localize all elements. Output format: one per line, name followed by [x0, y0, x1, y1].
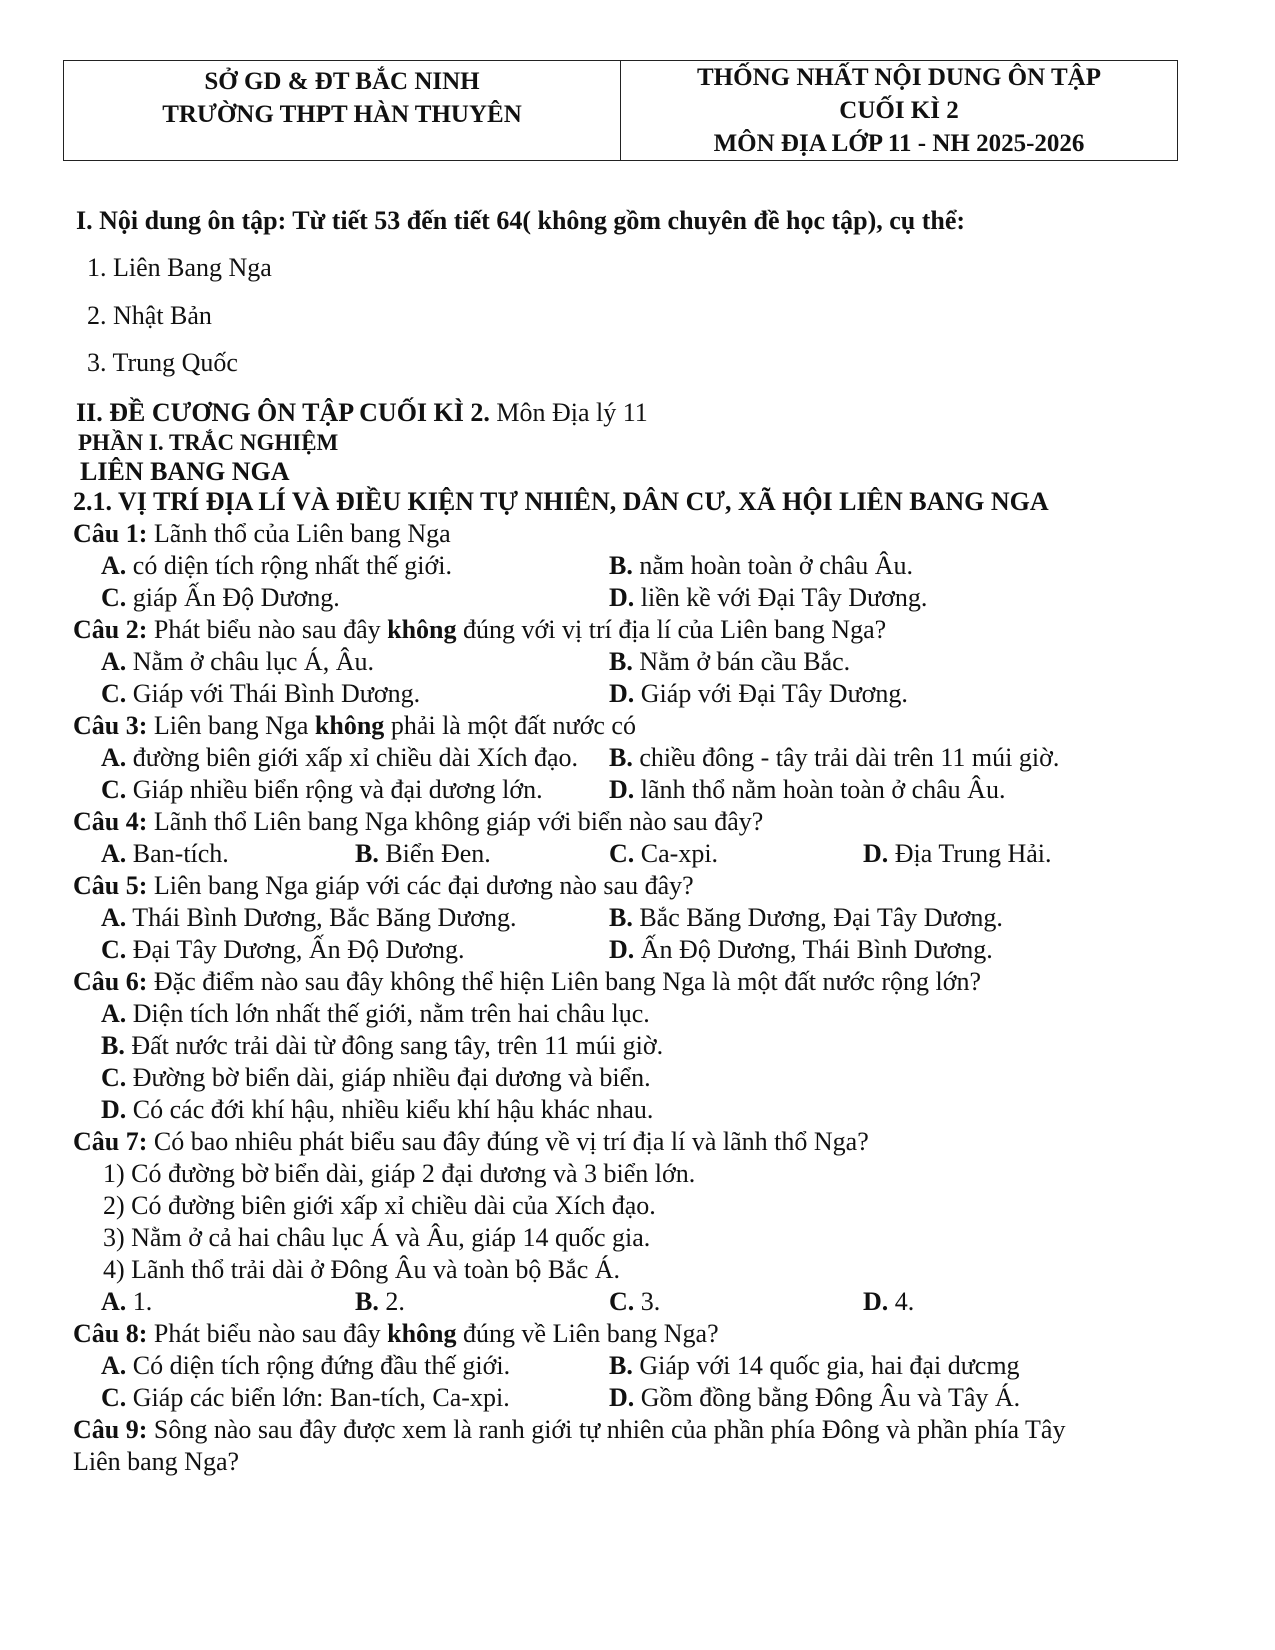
option-text: 2.	[378, 1287, 405, 1316]
school-name: TRƯỜNG THPT HÀN THUYÊN	[162, 101, 522, 128]
option-text: chiều đông - tây trải dài trên 11 múi giờ.	[632, 743, 1060, 772]
option-c	[101, 774, 543, 806]
option-c	[101, 1382, 510, 1414]
option-text: Diện tích lớn nhất thế giới, nằm trên hai châu lục.	[126, 999, 650, 1028]
option-key: A.	[101, 903, 127, 932]
option-d	[609, 934, 993, 966]
option-key: C.	[609, 1287, 635, 1316]
question-text: Có bao nhiêu phát biểu sau đây đúng về vị trí địa lí và lãnh thổ Nga?	[147, 1127, 869, 1156]
option-text: 1.	[126, 1287, 153, 1316]
option-key: B.	[355, 1287, 379, 1316]
statement: 4) Lãnh thổ trải dài ở Đông Âu và toàn bộ Bắc Á.	[103, 1255, 621, 1284]
option-text: 4.	[888, 1287, 915, 1316]
option-key: D.	[609, 1383, 635, 1412]
option-text: Đại Tây Dương, Ấn Độ Dương.	[126, 935, 465, 964]
option-key: B.	[609, 551, 633, 580]
list-item: 2. Nhật Bản	[87, 301, 212, 330]
option-key: D.	[609, 583, 635, 612]
country-heading: LIÊN BANG NGA	[80, 457, 290, 486]
option-text: Bắc Băng Dương, Đại Tây Dương.	[632, 903, 1003, 932]
doc-title-line-1: THỐNG NHẤT NỘI DUNG ÔN TẬP	[697, 64, 1101, 91]
section2-title-rest: Môn Địa lý 11	[489, 398, 648, 427]
option-text: Có diện tích rộng đứng đầu thế giới.	[126, 1351, 511, 1380]
option-key: A.	[101, 1287, 127, 1316]
question-emphasis: không	[314, 711, 385, 740]
option-text: Giáp với Thái Bình Dương.	[126, 679, 421, 708]
section2-title-bold: II. ĐỀ CƯƠNG ÔN TẬP CUỐI KÌ 2.	[76, 398, 490, 427]
option-text: lãnh thổ nằm hoàn toàn ở châu Âu.	[634, 775, 1006, 804]
option-text: Giáp nhiều biển rộng và đại dương lớn.	[126, 775, 543, 804]
header-right-cell	[621, 61, 1177, 160]
option-text: Có các đới khí hậu, nhiều kiểu khí hậu khác nhau.	[126, 1095, 654, 1124]
question-text: Lãnh thổ của Liên bang Nga	[147, 519, 451, 548]
question-4	[73, 806, 763, 838]
question-label: Câu 5:	[73, 871, 148, 900]
option-text: Ban-tích.	[126, 839, 229, 868]
question-3	[73, 710, 636, 742]
question-text: Sông nào sau đây được xem là ranh giới tự nhiên của phần phía Đông và phần phía Tây	[147, 1415, 1066, 1444]
question-9	[73, 1414, 1065, 1446]
option-c	[101, 582, 340, 614]
option-key: A.	[101, 743, 127, 772]
option-key: C.	[101, 679, 127, 708]
question-text: phải là một đất nước có	[384, 711, 636, 740]
question-label: Câu 9:	[73, 1415, 148, 1444]
question-6	[73, 966, 981, 998]
option-key: B.	[609, 1351, 633, 1380]
option-a	[101, 838, 229, 870]
doc-title-line-2: CUỐI KÌ 2	[839, 97, 959, 124]
option-c	[609, 1286, 660, 1318]
option-key: C.	[609, 839, 635, 868]
option-b	[609, 1350, 1020, 1382]
statement: 1) Có đường bờ biển dài, giáp 2 đại dương và 3 biển lớn.	[103, 1159, 696, 1188]
option-key: C.	[101, 583, 127, 612]
question-text: đúng về Liên bang Nga?	[456, 1319, 719, 1348]
option-key: D.	[101, 1095, 127, 1124]
question-label: Câu 6:	[73, 967, 148, 996]
option-d	[863, 1286, 914, 1318]
option-b	[355, 1286, 405, 1318]
question-1	[73, 518, 451, 550]
option-key: D.	[863, 839, 889, 868]
option-text: Nằm ở châu lục Á, Âu.	[126, 647, 374, 676]
option-key: B.	[609, 903, 633, 932]
option-text: nằm hoàn toàn ở châu Âu.	[632, 551, 914, 580]
option-b	[609, 902, 1003, 934]
option-a	[101, 646, 374, 678]
section1-title: I. Nội dung ôn tập: Từ tiết 53 đến tiết 64( không gồm chuyên đề học tập), cụ thể:	[76, 206, 966, 235]
option-a	[101, 550, 452, 582]
option-key: B.	[101, 1031, 125, 1060]
option-a	[101, 1286, 152, 1318]
question-8	[73, 1318, 719, 1350]
option-b	[609, 646, 850, 678]
option-b	[355, 838, 491, 870]
option-a	[101, 902, 517, 934]
doc-title-line-3: MÔN ĐỊA LỚP 11 - NH 2025-2026	[713, 130, 1085, 157]
question-2	[73, 614, 886, 646]
option-d	[863, 838, 1052, 870]
option-text: 3.	[634, 1287, 661, 1316]
option-text: Biển Đen.	[378, 839, 491, 868]
option-text: Giáp với 14 quốc gia, hai đại dưcmg	[632, 1351, 1020, 1380]
option-b	[609, 550, 913, 582]
option-d	[609, 1382, 1020, 1414]
option-text: giáp Ấn Độ Dương.	[126, 583, 340, 612]
list-item: 1. Liên Bang Nga	[87, 253, 272, 282]
option-text: Ca-xpi.	[634, 839, 719, 868]
option-key: D.	[609, 775, 635, 804]
option-a	[101, 1350, 510, 1382]
option-c	[101, 678, 420, 710]
option-d	[609, 678, 908, 710]
option-c	[101, 1062, 651, 1094]
option-c	[101, 934, 465, 966]
option-text: Địa Trung Hải.	[888, 839, 1052, 868]
statement: 3) Nằm ở cả hai châu lục Á và Âu, giáp 14 quốc gia.	[103, 1223, 651, 1252]
question-text: Liên bang Nga	[147, 711, 315, 740]
department-name: SỞ GD & ĐT BẮC NINH	[204, 68, 480, 95]
option-a	[101, 742, 578, 774]
option-key: C.	[101, 775, 127, 804]
option-text: Gồm đồng bằng Đông Âu và Tây Á.	[634, 1383, 1021, 1412]
question-5	[73, 870, 694, 902]
option-key: D.	[609, 935, 635, 964]
option-key: A.	[101, 839, 127, 868]
option-text: Thái Bình Dương, Bắc Băng Dương.	[126, 903, 517, 932]
option-text: Nằm ở bán cầu Bắc.	[632, 647, 851, 676]
question-text: Đặc điểm nào sau đây không thể hiện Liên bang Nga là một đất nước rộng lớn?	[147, 967, 982, 996]
option-key: C.	[101, 935, 127, 964]
part-heading: PHẦN I. TRẮC NGHIỆM	[78, 430, 339, 455]
question-7	[73, 1126, 869, 1158]
header-table	[63, 60, 1178, 161]
question-text: Lãnh thổ Liên bang Nga không giáp với biển nào sau đây?	[147, 807, 764, 836]
option-key: B.	[609, 647, 633, 676]
option-text: đường biên giới xấp xỉ chiều dài Xích đạo.	[126, 743, 578, 772]
option-d	[609, 774, 1005, 806]
question-label: Câu 7:	[73, 1127, 148, 1156]
option-key: D.	[863, 1287, 889, 1316]
option-b	[609, 742, 1059, 774]
question-label: Câu 8:	[73, 1319, 148, 1348]
question-label: Câu 3:	[73, 711, 148, 740]
option-text: liền kề với Đại Tây Dương.	[634, 583, 928, 612]
question-text: Phát biểu nào sau đây	[147, 615, 388, 644]
option-d	[101, 1094, 653, 1126]
statement: 2) Có đường biên giới xấp xỉ chiều dài của Xích đạo.	[103, 1191, 656, 1220]
question-9-continued: Liên bang Nga?	[73, 1447, 240, 1476]
question-label: Câu 1:	[73, 519, 148, 548]
option-key: B.	[609, 743, 633, 772]
question-emphasis: không	[387, 1319, 457, 1348]
option-text: Giáp với Đại Tây Dương.	[634, 679, 908, 708]
option-key: B.	[355, 839, 379, 868]
option-key: A.	[101, 647, 127, 676]
option-b	[101, 1030, 663, 1062]
list-item: 3. Trung Quốc	[87, 348, 238, 377]
option-key: A.	[101, 999, 127, 1028]
option-key: C.	[101, 1063, 127, 1092]
subsection-heading: 2.1. VỊ TRÍ ĐỊA LÍ VÀ ĐIỀU KIỆN TỰ NHIÊN, DÂN CƯ, XÃ HỘI LIÊN BANG NGA	[73, 487, 1049, 516]
option-key: A.	[101, 551, 127, 580]
option-text: Giáp các biển lớn: Ban-tích, Ca-xpi.	[126, 1383, 510, 1412]
question-label: Câu 4:	[73, 807, 148, 836]
option-key: A.	[101, 1351, 127, 1380]
option-text: Ấn Độ Dương, Thái Bình Dương.	[634, 935, 993, 964]
question-emphasis: không	[387, 615, 457, 644]
option-key: D.	[609, 679, 635, 708]
section2-title	[76, 397, 648, 429]
question-text: Liên bang Nga giáp với các đại dương nào sau đây?	[147, 871, 694, 900]
option-c	[609, 838, 718, 870]
header-left-cell	[64, 61, 621, 160]
question-label: Câu 2:	[73, 615, 148, 644]
option-text: Đường bờ biển dài, giáp nhiều đại dương và biển.	[126, 1063, 651, 1092]
option-d	[609, 582, 927, 614]
question-text: Phát biểu nào sau đây	[147, 1319, 388, 1348]
option-a	[101, 998, 650, 1030]
question-text: đúng với vị trí địa lí của Liên bang Nga?	[456, 615, 887, 644]
option-text: có diện tích rộng nhất thế giới.	[126, 551, 452, 580]
option-key: C.	[101, 1383, 127, 1412]
option-text: Đất nước trải dài từ đông sang tây, trên 11 múi giờ.	[124, 1031, 664, 1060]
